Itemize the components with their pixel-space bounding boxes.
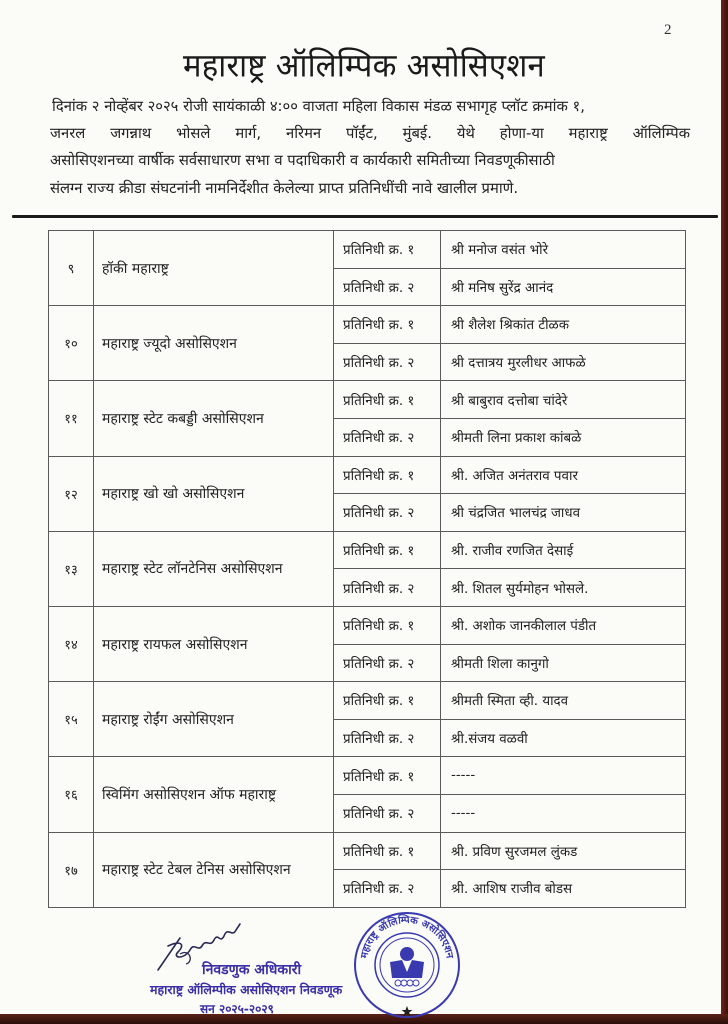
- representative-label-cell: प्रतिनिधी क्र. १: [334, 306, 441, 344]
- representative-name-cell: श्री. अशोक जानकीलाल पंडीत: [441, 606, 686, 644]
- representative-label-cell: प्रतिनिधी क्र. १: [334, 832, 441, 870]
- intro-line-3: असोसिएशनच्या वार्षीक सर्वसाधारण सभा व पदाधिकारी व कार्यकारी समितीच्या निवडणूकीसाठी: [50, 152, 555, 170]
- table-row: [49, 306, 686, 344]
- serial-number-cell: १६: [49, 757, 94, 832]
- intro-line-1: दिनांक २ नोव्हेंबर २०२५ रोजी सायंकाळी ४:०० वाजता महिला विकास मंडळ सभागृह प्लॉट क्रमांक १,: [52, 98, 585, 115]
- representative-name-cell: श्री बाबुराव दत्तोबा चांदेरे: [441, 381, 686, 419]
- stamp-title: निवडणुक अधिकारी: [202, 962, 302, 978]
- association-name-cell: महाराष्ट्र ज्यूदो असोसिएशन: [94, 306, 334, 381]
- table-row: [49, 682, 686, 720]
- serial-number-cell: १७: [49, 832, 94, 907]
- association-name-cell: स्विमिंग असोसिएशन ऑफ महाराष्ट्र: [94, 757, 334, 832]
- association-name-cell: महाराष्ट्र रायफल असोसिएशन: [94, 606, 334, 681]
- representative-name-cell: श्री शैलेश श्रिकांत टीळक: [441, 306, 686, 344]
- representative-name-cell: श्री. राजीव रणजित देसाई: [441, 531, 686, 569]
- serial-number-cell: ११: [49, 381, 94, 456]
- representative-name-cell: श्री मनोज वसंत भोरे: [441, 231, 686, 269]
- representative-label-cell: प्रतिनिधी क्र. २: [334, 569, 441, 607]
- representative-label-cell: प्रतिनिधी क्र. १: [334, 757, 441, 795]
- table-row: [49, 832, 686, 870]
- serial-number-cell: १५: [49, 682, 94, 757]
- stamp-organization: महाराष्ट्र ऑलिम्पीक असोसिएशन निवडणूक: [150, 982, 343, 997]
- representative-name-cell: -----: [441, 794, 686, 832]
- representative-label-cell: प्रतिनिधी क्र. १: [334, 456, 441, 494]
- stamp-year: सन २०२५-२०२९: [200, 1002, 274, 1016]
- table-row: [49, 606, 686, 644]
- representative-name-cell: -----: [441, 757, 686, 795]
- representative-label-cell: प्रतिनिधी क्र. २: [334, 418, 441, 456]
- representative-label-cell: प्रतिनिधी क्र. १: [334, 606, 441, 644]
- representative-name-cell: श्री.संजय वळवी: [441, 719, 686, 757]
- association-name-cell: महाराष्ट्र खो खो असोसिएशन: [94, 456, 334, 531]
- association-name-cell: महाराष्ट्र स्टेट कबड्डी असोसिएशन: [94, 381, 334, 456]
- representative-label-cell: प्रतिनिधी क्र. २: [334, 494, 441, 532]
- representative-label-cell: प्रतिनिधी क्र. १: [334, 381, 441, 419]
- table-row: [49, 231, 686, 269]
- page-edge-right: [721, 0, 728, 1024]
- representative-name-cell: श्रीमती शिला कानुगो: [441, 644, 686, 682]
- representative-label-cell: प्रतिनिधी क्र. १: [334, 531, 441, 569]
- seal-text: महाराष्ट्र ऑलिम्पिक असोसिएशन: [359, 914, 455, 960]
- representative-name-cell: श्री. शितल सुर्यमोहन भोसले.: [441, 569, 686, 607]
- table-row: [49, 757, 686, 795]
- association-name-cell: हॉकी महाराष्ट्र: [94, 231, 334, 306]
- representative-name-cell: श्री. प्रविण सुरजमल लुंकड: [441, 832, 686, 870]
- serial-number-cell: १२: [49, 456, 94, 531]
- representative-name-cell: श्रीमती स्मिता व्ही. यादव: [441, 682, 686, 720]
- representative-name-cell: श्रीमती लिना प्रकाश कांबळे: [441, 418, 686, 456]
- association-name-cell: महाराष्ट्र रोईंग असोसिएशन: [94, 682, 334, 757]
- representative-label-cell: प्रतिनिधी क्र. २: [334, 870, 441, 908]
- document-title: महाराष्ट्र ऑलिम्पिक असोसिएशन: [183, 47, 545, 85]
- association-seal-icon: [352, 910, 462, 1020]
- page-number: 2: [664, 22, 672, 38]
- intro-paragraph: [50, 93, 690, 202]
- representative-name-cell: श्री. अजित अनंतराव पवार: [441, 456, 686, 494]
- representative-label-cell: प्रतिनिधी क्र. २: [334, 343, 441, 381]
- association-name-cell: महाराष्ट्र स्टेट लॉनटेनिस असोसिएशन: [94, 531, 334, 606]
- representative-name-cell: श्री. आशिष राजीव बोडस: [441, 870, 686, 908]
- representative-name-cell: श्री चंद्रजित भालचंद्र जाधव: [441, 494, 686, 532]
- representative-label-cell: प्रतिनिधी क्र. २: [334, 268, 441, 306]
- election-officer-signature-stamp: [150, 918, 370, 1018]
- serial-number-cell: १०: [49, 306, 94, 381]
- association-name-cell: महाराष्ट्र स्टेट टेबल टेनिस असोसिएशन: [94, 832, 334, 907]
- intro-line-4: संलग्न राज्य क्रीडा संघटनांनी नामनिर्देशीत केलेल्या प्राप्त प्रतिनिधींची नावे खालील प्रमाणे.: [50, 179, 519, 197]
- table-row: [49, 531, 686, 569]
- representative-label-cell: प्रतिनिधी क्र. १: [334, 682, 441, 720]
- representatives-table: [48, 230, 686, 908]
- representative-label-cell: प्रतिनिधी क्र. १: [334, 231, 441, 269]
- intro-line-2: जनरल जगन्नाथ भोसले मार्ग, नरिमन पॉईंट, मुंबई. येथे होणा-या महाराष्ट्र ऑलिम्पिक: [50, 125, 690, 143]
- serial-number-cell: ९: [49, 231, 94, 306]
- serial-number-cell: १३: [49, 531, 94, 606]
- table-row: [49, 381, 686, 419]
- representative-label-cell: प्रतिनिधी क्र. २: [334, 794, 441, 832]
- representative-name-cell: श्री दत्तात्रय मुरलीधर आफळे: [441, 343, 686, 381]
- representative-label-cell: प्रतिनिधी क्र. २: [334, 719, 441, 757]
- horizontal-rule: [12, 215, 718, 218]
- serial-number-cell: १४: [49, 606, 94, 681]
- representative-name-cell: श्री मनिष सुरेंद्र आनंद: [441, 268, 686, 306]
- table-row: [49, 456, 686, 494]
- representative-label-cell: प्रतिनिधी क्र. २: [334, 644, 441, 682]
